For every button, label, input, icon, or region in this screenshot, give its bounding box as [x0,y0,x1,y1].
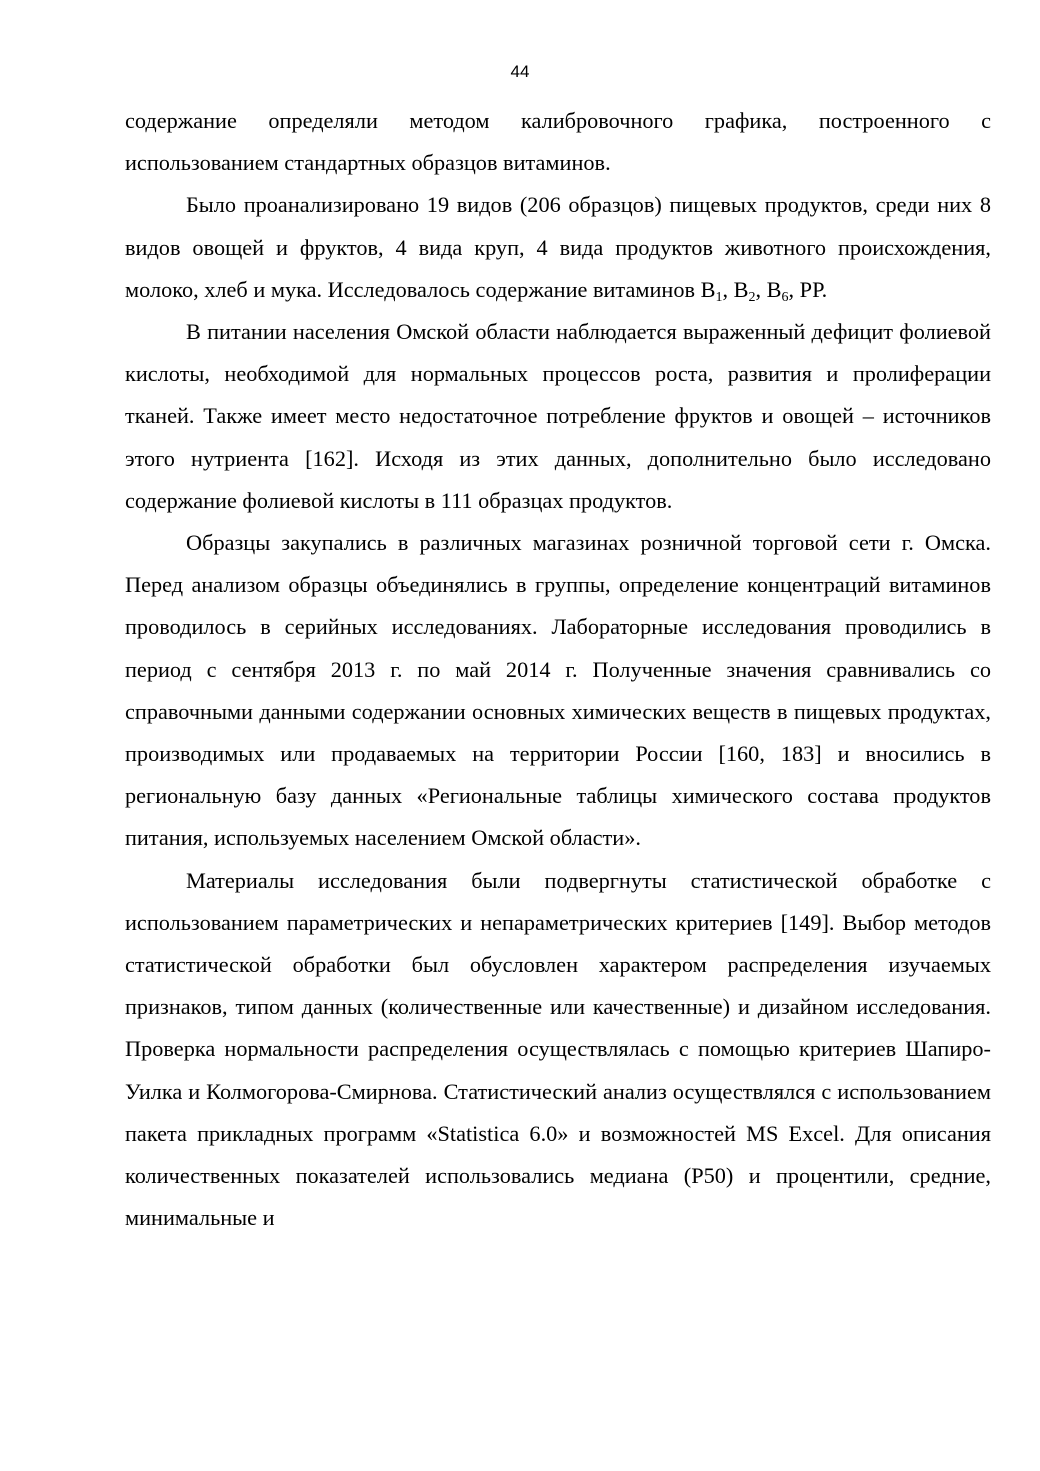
paragraph-5: Материалы исследования были подвергнуты статистической обработке с использованием параметрических и непараметрических критериев [149]. Выбор методов статистической обработки был обусловлен характером распределения изучаемых признаков, типом данных (количественные или качественные) и дизайном исследования. Проверка нормальности распределения осуществлялась с помощью критериев Шапиро-Уилка и Колмогорова-Смирнова. Статистический анализ осуществлялся с использованием пакета прикладных программ «Statistica 6.0» и возможностей MS Excel. Для описания количественных показателей использовались медиана (P50) и процентили, средние, минимальные и [125,867,991,1231]
subscript-2: 2 [748,289,756,305]
paragraph-2-text: , В [722,276,749,302]
document-body [125,100,991,1239]
paragraph-2 [125,184,991,311]
page-number: 44 [510,62,530,81]
paragraph-4: Образцы закупались в различных магазинах розничной торговой сети г. Омска. Перед анализом образцы объединялись в группы, определение концентраций витаминов проводилось в серийных исследованиях. Лабораторные исследования проводились в период с сентября 2013 г. по май 2014 г. Полученные значения сравнивались со справочными данными содержании основных химических веществ в пищевых продуктах, производимых или продаваемых на территории России [160, 183] и вносились в региональную базу данных «Региональные таблицы химического состава продуктов питания, используемых населением Омской области». [125,530,991,851]
subscript-6: 6 [781,289,789,305]
paragraph-2-text: , РР. [788,276,828,302]
paragraph-2-text: Было проанализировано 19 видов (206 образцов) пищевых продуктов, среди них 8 видов овощей и фруктов, 4 вида круп, 4 вида продуктов животного происхождения, молоко, хлеб и мука. Исследовалось содержание витаминов В [125,192,991,302]
paragraph-3: В питании населения Омской области наблюдается выраженный дефицит фолиевой кислоты, необходимой для нормальных процессов роста, развития и пролиферации тканей. Также имеет место недостаточное потребление фруктов и овощей – источников этого нутриента [162]. Исходя из этих данных, дополнительно было исследовано содержание фолиевой кислоты в 111 образцах продуктов. [125,319,991,513]
paragraph-1: содержание определяли методом калибровочного графика, построенного с использованием стандартных образцов витаминов. [125,108,991,176]
paragraph-2-text: , В [755,276,782,302]
subscript-1: 1 [715,289,723,305]
